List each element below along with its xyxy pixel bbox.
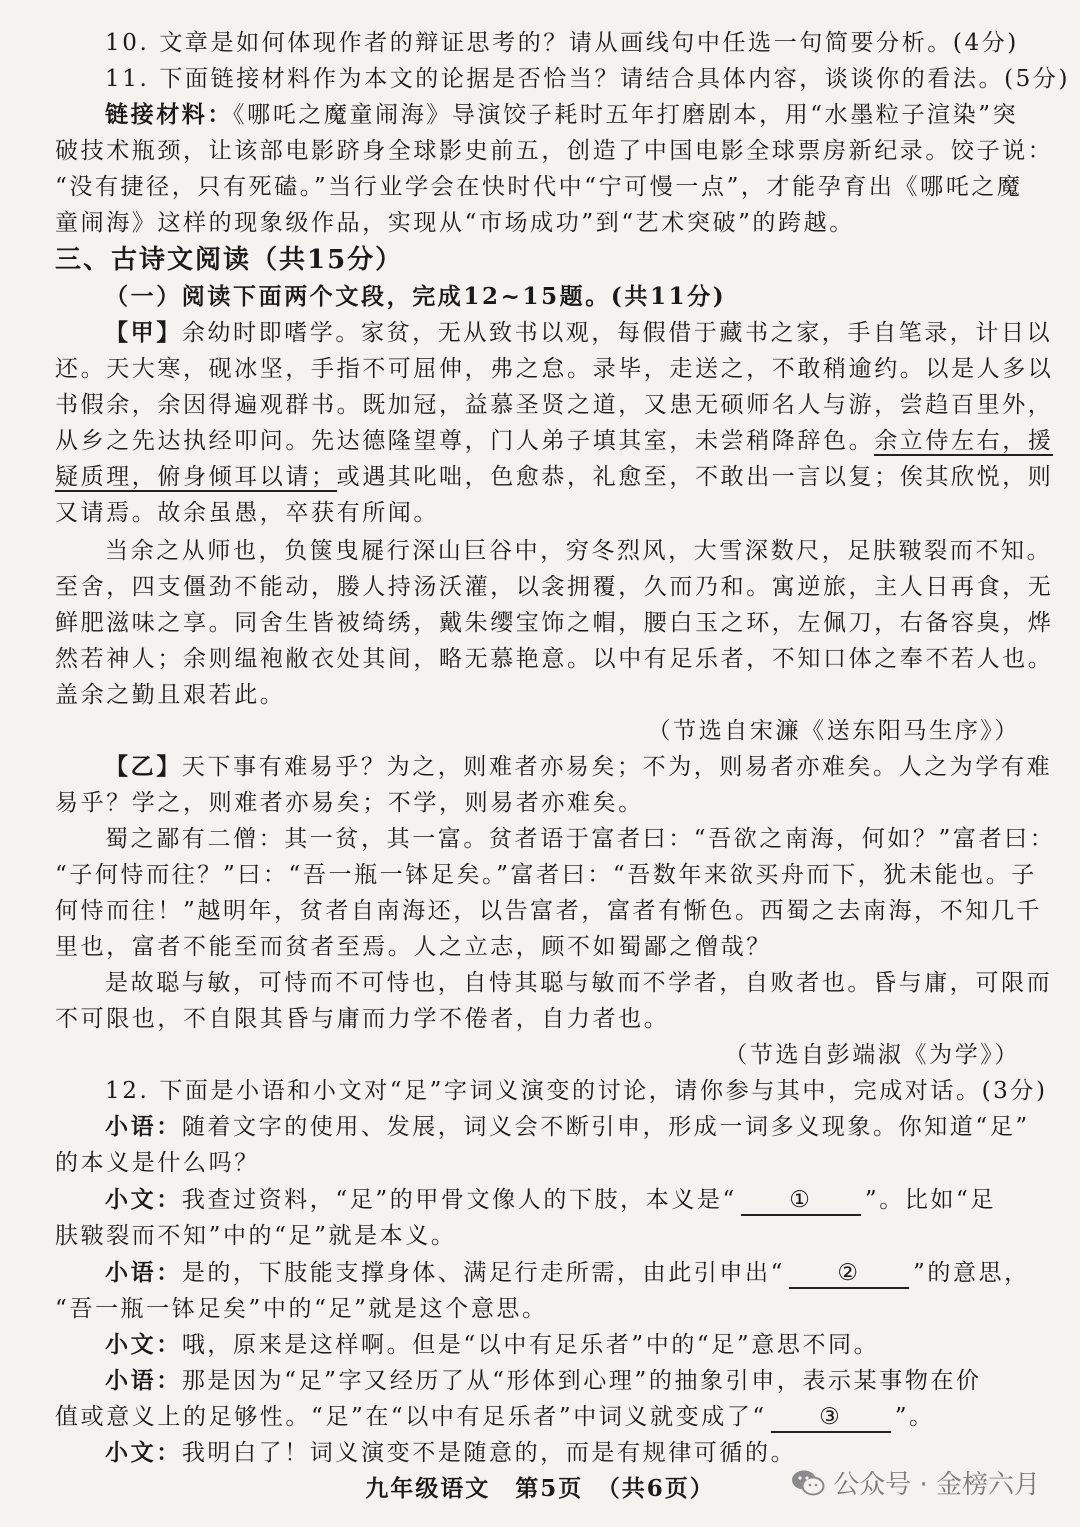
question-10: 10. 文章是如何体现作者的辩证思考的？请从画线句中任选一句简要分析。(4分) <box>105 30 1019 56</box>
dialog-line: 值或意义上的足够性。“足”在“以中有足乐者”中词义就变成了“ ③ ”。 <box>55 1400 1025 1434</box>
passage-jia-source: （节选自宋濂《送东阳马生序》） <box>647 718 1020 744</box>
answer-blank-2[interactable]: ② <box>789 1259 909 1289</box>
dialog-line: “吾一瓶一钵足矣”中的“足”就是这个意思。 <box>55 1296 548 1322</box>
dialog-line: 小文：哦，原来是这样啊。但是“以中有足乐者”中的“足”意思不同。 <box>105 1331 880 1358</box>
question-12: 12. 下面是小语和小文对“足”字词义演变的讨论，请你参与其中，完成对话。(3分) <box>105 1078 1048 1104</box>
dialog-line: 的本义是什么吗？ <box>55 1150 260 1176</box>
answer-blank-3[interactable]: ③ <box>771 1403 891 1433</box>
dialog-line: 小语：那是因为“足”字又经历了从“形体到心理”的抽象引申，表示某事物在价 <box>105 1367 982 1394</box>
dialog-line: 小文：我查过资料，“足”的甲骨文像人的下肢，本义是“ ① ”。比如“足 <box>105 1183 1025 1217</box>
passage-yi-line: 何恃而往！”越明年，贫者自南海还，以告富者，富者有惭色。西蜀之去南海，不知几千 <box>55 898 1043 924</box>
link-material-line-3: “没有捷径，只有死磕。”当行业学会在快时代中“宁可慢一点”，才能孕育出《哪吒之魔 <box>55 174 1023 200</box>
passage-yi-line: 是故聪与敏，可恃而不可恃也，自恃其聪与敏而不学者，自败者也。昏与庸，可限而 <box>105 970 1053 996</box>
link-material-line-4: 童闹海》这样的现象级作品，实现从“市场成功”到“艺术突破”的跨越。 <box>55 210 855 236</box>
answer-blank-1[interactable]: ① <box>741 1186 861 1216</box>
dialog-line: 小语：随着文字的使用、发展，词义会不断引申，形成一词多义现象。你知道“足” <box>105 1113 1030 1140</box>
link-material-line-2: 破技术瓶颈，让该部电影跻身全球影史前五，创造了中国电影全球票房新纪录。饺子说： <box>55 138 1054 164</box>
passage-yi-line: 易乎？学之，则难者亦易矣；不学，则易者亦难矣。 <box>55 790 644 816</box>
passage-yi-line: 【乙】天下事有难易乎？为之，则难者亦易矣；不为，则易者亦难矣。人之为学有难 <box>105 753 1053 780</box>
passage-jia-line: 盖余之勤且艰若此。 <box>55 682 286 708</box>
passage-yi-source: （节选自彭端淑《为学》） <box>724 1042 1020 1068</box>
passage-yi-line: 里也，富者不能至而贫者至焉。人之立志，顾不如蜀鄙之僧哉？ <box>55 934 772 960</box>
underlined-sentence: 余立侍左右，援 <box>874 428 1054 454</box>
passage-yi-line: 蜀之鄙有二僧：其一贫，其一富。贫者语于富者曰：“吾欲之南海，何如？”富者曰： <box>105 826 1056 852</box>
passage-jia-line: 书假余，余因得遍观群书。既加冠，益慕圣贤之道，又患无硕师名人与游，尝趋百里外， <box>55 392 1054 418</box>
subsection-heading-1: （一）阅读下面两个文段，完成12~15题。(共11分) <box>105 283 727 310</box>
passage-jia-line: 鲜肥滋味之享。同舍生皆被绮绣，戴朱缨宝饰之帽，腰白玉之环，左佩刀，右备容臭，烨 <box>55 610 1054 636</box>
passage-jia-line: 又请焉。故余虽愚，卒获有所闻。 <box>55 500 439 526</box>
underlined-sentence: 疑质理，俯身倾耳以请； <box>55 464 337 490</box>
watermark <box>791 1464 1040 1501</box>
passage-jia-line: 当余之从师也，负箧曳屣行深山巨谷中，穷冬烈风，大雪深数尺，足肤皲裂而不知。 <box>105 538 1053 564</box>
question-11: 11. 下面链接材料作为本文的论据是否恰当？请结合具体内容，谈谈你的看法。(5分) <box>105 66 1071 92</box>
link-material-label: 链接材料： <box>105 101 233 128</box>
section-heading-3: 三、古诗文阅读（共15分） <box>55 245 404 275</box>
dialog-line: 肤皲裂而不知”中的“足”就是本义。 <box>55 1223 457 1249</box>
passage-jia-label: 【甲】 <box>105 319 182 346</box>
dialog-line: 小文：我明白了！词义演变不是随意的，而是有规律可循的。 <box>105 1439 797 1466</box>
dialog-line: 小语：是的，下肢能支撑身体、满足行走所需，由此引申出“ ② ”的意思， <box>105 1256 1025 1290</box>
passage-jia-line: 至舍，四支僵劲不能动，媵人持汤沃灌，以衾拥覆，久而乃和。寓逆旅，主人日再食，无 <box>55 574 1054 600</box>
page-footer: 九年级语文 第5页 （共6页） <box>365 1475 715 1502</box>
passage-jia-line: 疑质理，俯身倾耳以请；或遇其叱咄，色愈恭，礼愈至，不敢出一言以复；俟其欣悦，则 <box>55 464 1054 490</box>
watermark-text: 公众号 · 金榜六月 <box>833 1470 1040 1500</box>
wechat-icon <box>791 1469 825 1497</box>
link-material-line-1: 链接材料：《哪吒之魔童闹海》导演饺子耗时五年打磨剧本，用“水墨粒子渲染”突 <box>105 101 1019 128</box>
passage-yi-line: 不可限也，不自限其昏与庸而力学不倦者，自力者也。 <box>55 1006 670 1032</box>
passage-jia-line: 还。天大寒，砚冰坚，手指不可屈伸，弗之怠。录毕，走送之，不敢稍逾约。以是人多以 <box>55 356 1054 382</box>
passage-jia-line: 【甲】余幼时即嗜学。家贫，无从致书以观，每假借于藏书之家，手自笔录，计日以 <box>105 319 1053 346</box>
passage-yi-line: “子何恃而往？”曰：“吾一瓶一钵足矣。”富者曰：“吾数年来欲买舟而下，犹未能也。子 <box>55 862 1037 888</box>
passage-yi-label: 【乙】 <box>105 753 182 780</box>
passage-jia-line: 从乡之先达执经叩问。先达德隆望尊，门人弟子填其室，未尝稍降辞色。余立侍左右，援 <box>55 428 1054 454</box>
passage-jia-line: 然若神人；余则缊袍敝衣处其间，略无慕艳意。以中有足乐者，不知口体之奉不若人也。 <box>55 646 1054 672</box>
